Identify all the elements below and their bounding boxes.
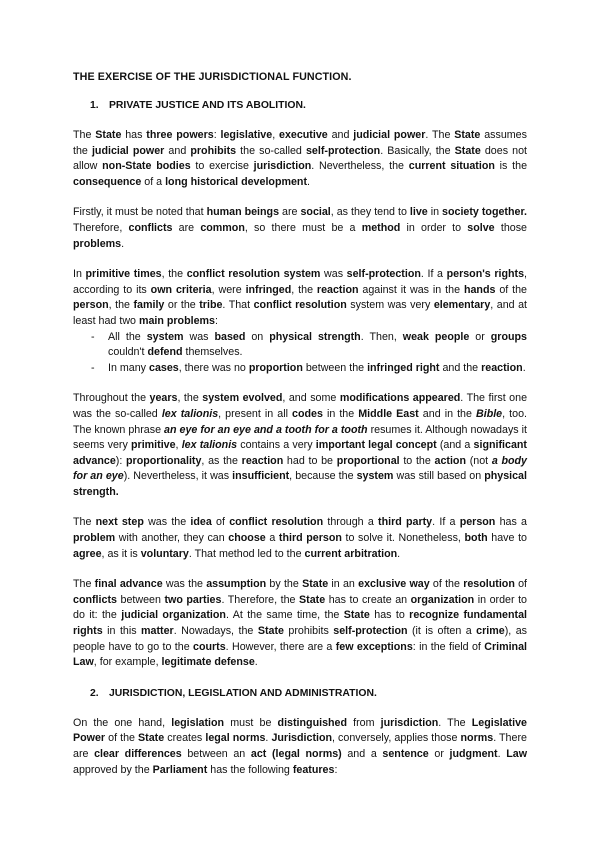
bold-term: person: [73, 299, 109, 312]
text-run: Therefore,: [73, 221, 129, 234]
text-run: The: [73, 129, 96, 141]
text-run: couldn't: [108, 346, 148, 359]
text-run: ), as people have to go to the: [73, 625, 527, 653]
text-run: ,: [175, 439, 182, 452]
text-run: a: [265, 532, 279, 545]
section-heading-text: PRIVATE JUSTICE AND ITS ABOLITION.: [109, 100, 306, 111]
text-run: . Basically, the: [380, 144, 455, 157]
bold-italic-term: lex talionis: [161, 407, 219, 420]
text-run: . That method led to the: [188, 547, 305, 560]
bold-term: society together.: [442, 206, 527, 219]
bold-term: prohibits: [190, 144, 237, 157]
text-run: in: [427, 206, 443, 219]
bold-italic-term: an eye for an eye and a tooth for a tooth: [164, 423, 368, 436]
bold-term: both: [464, 532, 488, 545]
bold-term: matter: [141, 625, 174, 638]
bold-term: legislation: [171, 716, 225, 729]
text-run: , so there must be a: [244, 221, 362, 234]
bold-term: social: [300, 206, 331, 219]
text-run: or: [428, 748, 450, 760]
bold-italic-term: lex talionis: [181, 439, 238, 452]
bold-term: voluntary: [140, 547, 189, 560]
text-run: . There are: [73, 732, 527, 760]
text-run: . That: [222, 299, 254, 312]
bold-term: main problems: [138, 314, 215, 327]
bold-term: conflict resolution: [253, 299, 347, 312]
text-run: , as they tend to: [330, 206, 410, 219]
text-run: (and a: [436, 439, 474, 452]
bold-term: legitimate defense: [161, 656, 255, 669]
bold-term: State: [343, 609, 370, 622]
bold-term: proportional: [336, 454, 400, 467]
text-run: through a: [323, 516, 379, 529]
text-run: of: [211, 516, 230, 529]
paragraph: [73, 391, 527, 500]
text-run: , because the: [289, 470, 357, 483]
bold-term: consequence: [73, 175, 142, 188]
text-run: between an: [181, 748, 251, 760]
text-run: are: [172, 221, 201, 234]
bold-term: three powers: [146, 129, 214, 141]
text-run: by the: [266, 578, 303, 591]
paragraph: [73, 205, 527, 252]
text-run: system was very: [346, 299, 434, 312]
text-run: in the: [322, 407, 359, 420]
text-run: . Therefore, the: [221, 593, 300, 606]
text-run: , according to its: [73, 268, 528, 296]
text-run: of: [514, 578, 528, 591]
text-run: resumes it. Although nowadays it seems very: [73, 423, 527, 452]
text-run: , were: [211, 283, 246, 296]
text-run: . The: [425, 129, 455, 141]
bold-term: exclusive way: [358, 578, 430, 591]
bold-term: system evolved: [202, 392, 283, 405]
text-run: , the: [108, 299, 134, 312]
paragraph: [73, 267, 527, 329]
text-run: with another, they can: [115, 532, 229, 545]
bold-term: choose: [228, 532, 266, 545]
text-run: in an: [328, 578, 359, 591]
text-run: prohibits: [283, 625, 334, 638]
bold-term: organization: [410, 593, 475, 606]
text-run: ,: [272, 129, 279, 141]
section-number: 1.: [90, 100, 99, 111]
bold-term: Legislative Power: [73, 716, 527, 745]
bold-term: Law: [506, 748, 528, 760]
bold-term: Middle East: [358, 407, 419, 420]
text-run: .: [121, 237, 125, 250]
section-heading-text: JURISDICTION, LEGISLATION AND ADMINISTRATION.: [109, 687, 377, 699]
bold-term: cases: [149, 361, 179, 374]
bold-term: primitive times: [85, 268, 162, 281]
bold-term: reaction: [316, 283, 359, 296]
bold-term: elementary: [433, 299, 491, 312]
bold-term: conflicts: [73, 593, 117, 606]
bold-term: groups: [490, 330, 527, 343]
text-run: was: [320, 268, 347, 281]
bold-term: final advance: [94, 578, 163, 591]
section-heading: [90, 686, 527, 701]
bold-term: features: [292, 763, 335, 776]
text-run: . If a: [420, 268, 447, 281]
text-run: , too. The known phrase: [73, 407, 527, 436]
text-run: in this: [102, 625, 142, 638]
text-run: in order to: [400, 221, 468, 234]
text-run: The: [73, 516, 96, 529]
text-run: to exercise: [190, 160, 254, 173]
text-run: , as the: [201, 454, 242, 467]
bold-term: assumption: [206, 578, 267, 591]
text-run: , there was no: [178, 361, 249, 374]
text-run: .: [397, 547, 401, 560]
bold-term: problems: [73, 237, 122, 250]
bold-term: live: [409, 206, 428, 219]
text-run: . At the same time, the: [225, 609, 344, 622]
dash-bullet: -: [91, 361, 95, 374]
text-run: and a: [341, 748, 383, 760]
bold-term: human beings: [206, 206, 280, 219]
bold-term: third party: [378, 516, 433, 529]
bold-term: proportionality: [126, 454, 202, 467]
bold-term: act (legal norms): [250, 748, 342, 760]
text-run: has a: [495, 516, 527, 529]
bold-italic-term: Bible: [476, 407, 503, 420]
text-run: The: [73, 578, 95, 591]
bold-term: own criteria: [150, 283, 212, 296]
text-run: from: [347, 716, 381, 729]
text-run: ):: [115, 454, 127, 467]
bold-term: State: [454, 129, 481, 141]
bold-term: self-protection: [346, 268, 421, 281]
bold-term: weak people: [402, 330, 470, 343]
dash-bullet: -: [91, 330, 95, 343]
bold-term: two parties: [164, 593, 222, 606]
document-body: [73, 98, 527, 778]
paragraph: [73, 577, 527, 671]
bold-term: system: [356, 470, 394, 483]
bold-term: judicial power: [353, 129, 426, 141]
text-run: assumes the: [73, 129, 527, 157]
text-run: is the: [494, 160, 528, 173]
bold-term: clear differences: [94, 748, 182, 760]
bold-term: State: [302, 578, 329, 591]
bold-term: physical strength: [269, 330, 361, 343]
bold-term: resolution: [463, 578, 515, 591]
text-run: has to: [369, 609, 410, 622]
text-run: has to create an: [325, 593, 411, 606]
bold-term: Criminal Law: [73, 640, 527, 669]
bold-term: State: [138, 732, 165, 745]
list-item: [73, 361, 527, 377]
bold-term: Parliament: [152, 763, 208, 776]
bold-term: solve: [467, 221, 495, 234]
text-run: against it was in the: [358, 283, 464, 296]
bold-term: infringed right: [367, 361, 440, 374]
text-run: , and some: [282, 392, 340, 405]
text-run: of the: [429, 578, 464, 591]
bold-term: third person: [278, 532, 342, 545]
bold-term: legislative: [220, 129, 273, 141]
paragraph: [73, 716, 527, 778]
text-run: (not: [466, 454, 492, 467]
text-run: on: [245, 330, 270, 343]
text-run: On the one hand,: [73, 716, 172, 729]
text-run: between the: [302, 361, 368, 374]
bold-term: self-protection: [305, 144, 381, 157]
text-run: and in the: [418, 407, 476, 420]
bold-term: action: [434, 454, 466, 467]
bold-term: long historical development: [165, 175, 308, 188]
bold-term: defend: [147, 346, 183, 359]
text-run: and: [164, 144, 191, 157]
text-run: , the: [291, 283, 317, 296]
text-run: In many: [108, 361, 149, 374]
text-run: and the: [439, 361, 482, 374]
bold-term: problem: [73, 532, 116, 545]
text-run: of the: [495, 283, 528, 296]
text-run: :: [214, 314, 218, 327]
text-run: :: [334, 763, 338, 776]
bold-term: family: [133, 299, 165, 312]
text-run: was still based on: [393, 470, 485, 483]
text-run: or the: [164, 299, 200, 312]
text-run: are: [279, 206, 301, 219]
text-run: . Nowadays, the: [173, 625, 258, 638]
bold-term: person's rights: [446, 268, 525, 281]
bold-term: current arbitration: [304, 547, 398, 560]
bold-term: Jurisdiction: [271, 732, 333, 745]
section-heading: [90, 98, 527, 113]
bold-term: reaction: [241, 454, 284, 467]
text-run: of a: [141, 175, 166, 188]
text-run: All the: [108, 330, 147, 343]
text-run: has: [121, 129, 147, 141]
bold-term: sentence: [382, 748, 429, 760]
bold-term: hands: [463, 283, 496, 296]
text-run: , conversely, applies those: [332, 732, 461, 745]
text-run: those: [494, 221, 527, 234]
text-run: . The: [438, 716, 472, 729]
bold-term: conflict resolution: [229, 516, 324, 529]
text-run: or: [469, 330, 491, 343]
bold-term: significant advance: [73, 439, 527, 467]
bold-term: insufficient: [232, 470, 290, 483]
bold-term: physical strength.: [73, 470, 527, 498]
bold-term: codes: [292, 407, 323, 420]
text-run: has the following: [207, 763, 293, 776]
bold-term: idea: [190, 516, 212, 529]
bold-term: agree: [73, 547, 102, 560]
text-run: contains a very: [237, 439, 316, 452]
text-run: . Nevertheless, the: [311, 160, 409, 173]
bold-term: jurisdiction: [253, 160, 312, 173]
text-run: (it is often a: [407, 625, 477, 638]
bold-term: non-State bodies: [102, 160, 191, 173]
bold-term: modifications appeared: [339, 392, 461, 405]
bold-term: common: [200, 221, 245, 234]
text-run: .: [307, 175, 310, 188]
text-run: . Then,: [360, 330, 403, 343]
text-run: to solve it. Nonetheless,: [341, 532, 465, 545]
bold-term: recognize fundamental rights: [73, 609, 527, 638]
bold-term: executive: [279, 129, 328, 141]
text-run: .: [265, 732, 272, 745]
bold-term: important legal concept: [315, 439, 437, 452]
text-run: was the: [143, 516, 191, 529]
bold-italic-term: a body for an eye: [73, 454, 528, 483]
text-run: approved by the: [73, 763, 153, 776]
text-run: , present in all: [218, 407, 293, 420]
bold-term: reaction: [481, 361, 523, 374]
text-run: ). Nevertheless, it was: [123, 470, 233, 483]
bold-term: State: [95, 129, 122, 141]
text-run: , and at least had two: [73, 299, 528, 327]
bold-term: State: [257, 625, 284, 638]
bold-term: years: [149, 392, 178, 405]
bold-term: norms: [460, 732, 494, 745]
bold-term: current situation: [408, 160, 495, 173]
bold-term: conflicts: [128, 221, 173, 234]
bold-term: based: [214, 330, 246, 343]
section-number: 2.: [90, 687, 99, 699]
bold-term: infringed: [245, 283, 292, 296]
bullet-list: [73, 330, 527, 377]
text-run: .: [254, 656, 258, 669]
bold-term: State: [299, 593, 326, 606]
text-run: . If a: [432, 516, 460, 529]
paragraph: [73, 128, 527, 190]
text-run: .: [497, 748, 507, 760]
text-run: , as it is: [101, 547, 141, 560]
text-run: of the: [105, 732, 139, 745]
text-run: was the: [162, 578, 207, 591]
text-run: and: [327, 129, 354, 141]
text-run: must be: [224, 716, 278, 729]
bold-term: few exceptions: [335, 640, 413, 653]
text-run: was: [183, 330, 215, 343]
text-run: does not allow: [73, 144, 527, 173]
bold-term: proportion: [248, 361, 303, 374]
text-run: . The first one was the so-called: [73, 392, 528, 420]
bold-term: method: [361, 221, 401, 234]
text-run: in order to do it: the: [73, 593, 527, 622]
bold-term: jurisdiction: [380, 716, 439, 729]
text-run: . However, there are a: [225, 640, 336, 653]
list-item: [73, 330, 527, 361]
text-run: have to: [487, 532, 527, 545]
bold-term: person: [459, 516, 496, 529]
bold-term: legal norms: [205, 732, 266, 745]
bold-term: system: [146, 330, 184, 343]
text-run: creates: [164, 732, 206, 745]
text-run: the so-called: [236, 144, 306, 157]
bold-term: self-protection: [333, 625, 408, 638]
paragraph: [73, 515, 527, 562]
text-run: Firstly, it must be noted that: [73, 206, 207, 219]
text-run: , the: [161, 268, 187, 281]
text-run: , the: [177, 392, 203, 405]
bold-term: judicial organization: [121, 609, 226, 622]
text-run: Throughout the: [73, 392, 150, 405]
text-run: In: [73, 268, 86, 281]
document-title: THE EXERCISE OF THE JURISDICTIONAL FUNCTION.: [73, 71, 352, 83]
bold-term: crime: [476, 625, 505, 638]
bold-term: judicial power: [91, 144, 165, 157]
text-run: between: [116, 593, 165, 606]
text-run: to the: [399, 454, 435, 467]
text-run: had to be: [283, 454, 337, 467]
bold-term: tribe: [199, 299, 223, 312]
text-run: :: [213, 129, 221, 141]
text-run: , for example,: [93, 656, 162, 669]
text-run: .: [522, 361, 526, 374]
bold-term: conflict resolution system: [186, 268, 321, 281]
bold-term: judgment: [449, 748, 498, 760]
bold-term: courts: [193, 640, 226, 653]
text-run: themselves.: [182, 346, 243, 359]
text-run: : in the field of: [412, 640, 485, 653]
bold-term: next step: [95, 516, 144, 529]
bold-term: distinguished: [277, 716, 348, 729]
bold-term: State: [454, 144, 481, 157]
bold-term: primitive: [131, 439, 176, 452]
